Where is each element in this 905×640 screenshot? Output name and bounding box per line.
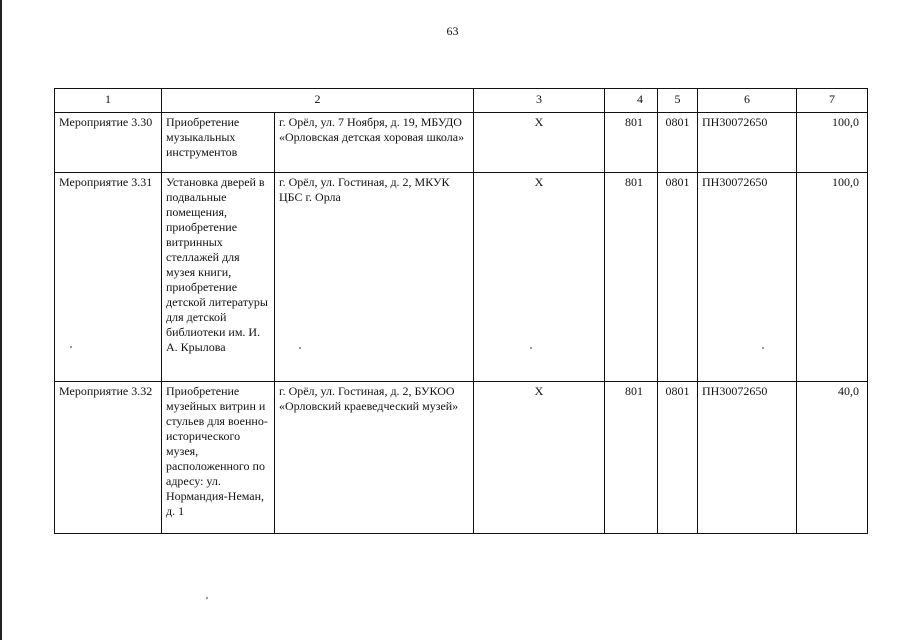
left-margin-rule [0,0,2,640]
description-cell: Установка дверей в подвальные помещения, приобретение витринных стеллажей для музея книги, приобретение детской литературы для детской библиотеки им. И. А. Крылова [162,173,275,382]
budget-table [54,88,868,534]
col4-cell: 801 [605,173,658,382]
scan-speck [206,597,208,599]
col3-cell: Х [474,113,605,173]
scan-speck [762,347,764,349]
table-header-row [55,89,868,113]
col4-cell: 801 [605,113,658,173]
header-col-4: 4 [605,89,658,113]
col6-cell: ПН30072650 [698,113,797,173]
col3-cell: Х [474,382,605,534]
header-col-6: 6 [698,89,797,113]
description-cell: Приобретение музейных витрин и стульев для военно-исторического музея, расположенного по адресу: ул. Нормандия-Неман, д. 1 [162,382,275,534]
event-cell: Мероприятие 3.32 [55,382,162,534]
col3-cell: Х [474,173,605,382]
header-col-1: 1 [55,89,162,113]
col5-cell: 0801 [658,113,698,173]
table-row [55,382,868,534]
event-cell: Мероприятие 3.31 [55,173,162,382]
scan-speck [530,347,532,349]
event-cell: Мероприятие 3.30 [55,113,162,173]
col5-cell: 0801 [658,173,698,382]
address-cell: г. Орёл, ул. Гостиная, д. 2, БУКОО «Орловский краеведческий музей» [275,382,474,534]
col6-cell: ПН30072650 [698,173,797,382]
description-cell: Приобретение музыкальных инструментов [162,113,275,173]
table-row [55,113,868,173]
address-cell: г. Орёл, ул. 7 Ноября, д. 19, МБУДО «Орловская детская хоровая школа» [275,113,474,173]
header-col-5: 5 [658,89,698,113]
address-cell: г. Орёл, ул. Гостиная, д. 2, МКУК ЦБС г. Орла [275,173,474,382]
col7-cell: 100,0 [797,113,868,173]
scan-speck [299,347,301,349]
col7-cell: 100,0 [797,173,868,382]
header-col-7: 7 [797,89,868,113]
col4-cell: 801 [605,382,658,534]
header-col-2: 2 [162,89,474,113]
col6-cell: ПН30072650 [698,382,797,534]
header-col-3: 3 [474,89,605,113]
page-number: 63 [446,24,459,38]
scan-speck [70,346,72,348]
col5-cell: 0801 [658,382,698,534]
table-row [55,173,868,382]
col7-cell: 40,0 [797,382,868,534]
